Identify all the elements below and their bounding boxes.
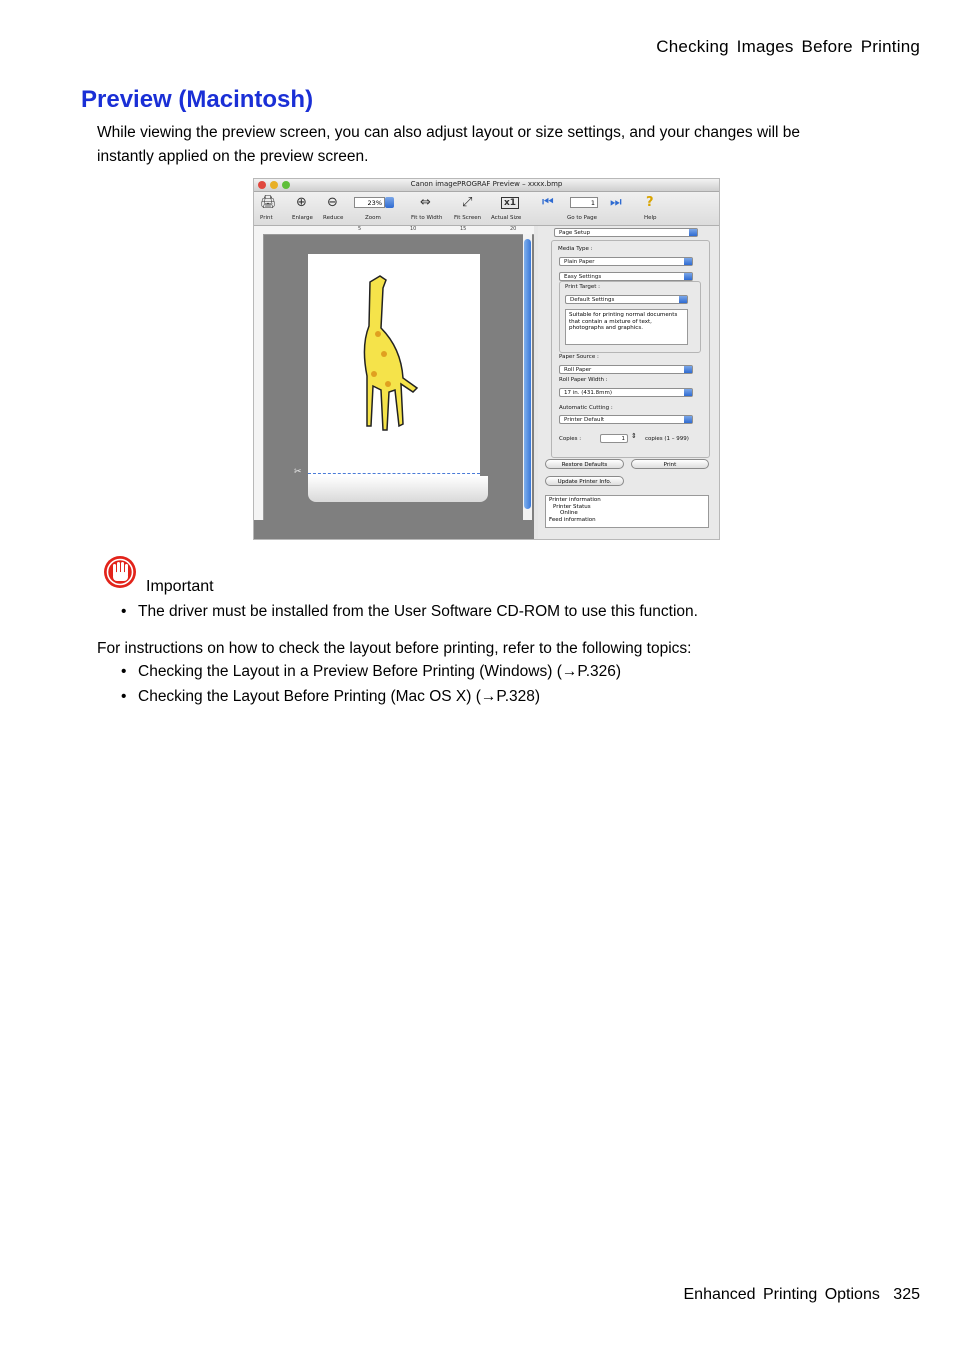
zoom-dropdown-icon[interactable] xyxy=(385,197,394,208)
update-printer-info-button[interactable]: Update Printer Info. xyxy=(545,476,624,486)
print-tool-label[interactable]: Print xyxy=(260,215,273,221)
help-icon[interactable]: ? xyxy=(646,195,654,210)
media-type-label: Media Type : xyxy=(558,246,593,252)
preview-toolbar xyxy=(254,192,719,226)
printer-icon[interactable]: 🖨 xyxy=(260,195,277,210)
important-stop-icon xyxy=(101,555,140,589)
important-item-text: The driver must be installed from the User Software CD-ROM to use this function. xyxy=(138,603,698,620)
scissors-icon: ✂ xyxy=(294,467,302,477)
print-target-value: Default Settings xyxy=(570,297,615,303)
easy-settings-value: Easy Settings xyxy=(564,274,602,280)
first-page-icon[interactable]: ⏮ xyxy=(542,195,554,210)
window-title: Canon imagePROGRAF Preview – xxxx.bmp xyxy=(410,180,563,188)
copies-field[interactable]: 1 xyxy=(600,434,628,443)
actual-size-label[interactable]: Actual Size xyxy=(491,215,522,221)
copies-stepper-icon[interactable]: ⇕ xyxy=(631,432,637,440)
fit-screen-icon[interactable]: ⤢ xyxy=(462,195,473,210)
cut-line xyxy=(308,473,480,474)
reduce-tool-label[interactable]: Reduce xyxy=(323,215,344,221)
easy-settings-select[interactable] xyxy=(559,272,693,281)
paper-source-label: Paper Source : xyxy=(559,354,599,360)
roll-width-value: 17 in. (431.8mm) xyxy=(564,390,613,396)
zoom-field[interactable]: 23% xyxy=(354,197,385,208)
ruler-tick-label: 5 xyxy=(358,226,362,232)
dropdown-arrow-icon xyxy=(684,273,692,280)
footer-section: Enhanced Printing Options xyxy=(683,1286,880,1303)
instructions-paragraph: For instructions on how to check the layout before printing, refer to the following topics: xyxy=(97,640,692,657)
last-page-icon[interactable]: ⏭ xyxy=(610,195,622,210)
page-setup-value: Page Setup xyxy=(559,230,591,236)
ruler-tick-label: 15 xyxy=(460,226,467,232)
goto-page-label: Go to Page xyxy=(567,215,597,221)
dropdown-arrow-icon xyxy=(679,296,687,303)
auto-cut-value: Printer Default xyxy=(564,417,605,423)
fit-width-label[interactable]: Fit to Width xyxy=(411,215,443,221)
auto-cut-select[interactable] xyxy=(559,415,693,424)
dropdown-arrow-icon xyxy=(684,258,692,265)
roll-paper-end xyxy=(308,476,488,502)
ruler-tick-label: 20 xyxy=(510,226,517,232)
enlarge-tool-label[interactable]: Enlarge xyxy=(292,215,313,221)
topic-link-windows[interactable]: Checking the Layout in a Preview Before Printing (Windows) (→P.326) xyxy=(138,663,622,680)
important-item xyxy=(121,603,861,621)
roll-width-select[interactable] xyxy=(559,388,693,397)
enlarge-icon[interactable]: ⊕ xyxy=(296,195,307,210)
fit-width-icon[interactable]: ⇔ xyxy=(420,195,431,210)
page-number-field[interactable]: 1 xyxy=(570,197,598,208)
media-type-value: Plain Paper xyxy=(564,259,595,265)
dropdown-arrow-icon xyxy=(684,416,692,423)
media-type-select[interactable] xyxy=(559,257,693,266)
intro-paragraph: While viewing the preview screen, you can also adjust layout or size settings, and your changes will be instantly applied on the preview screen. xyxy=(97,124,801,165)
print-target-description: Suitable for printing normal documents that contain a mixture of text, photographs and graphics. xyxy=(565,309,688,345)
topic-item xyxy=(121,663,861,681)
info-line: Printer Status xyxy=(553,503,591,510)
running-header: Checking Images Before Printing xyxy=(656,37,920,56)
vertical-ruler xyxy=(254,234,264,520)
page-footer xyxy=(684,1286,921,1304)
copies-range: copies (1 – 999) xyxy=(645,436,689,442)
info-line: Printer information xyxy=(549,497,601,503)
print-button[interactable]: Print xyxy=(631,459,709,469)
paper-source-value: Roll Paper xyxy=(564,367,592,373)
paper-source-select[interactable] xyxy=(559,365,693,374)
restore-defaults-button[interactable]: Restore Defaults xyxy=(545,459,624,469)
giraffe-image xyxy=(308,254,480,476)
horizontal-ruler xyxy=(254,226,534,235)
printer-info-box xyxy=(545,495,709,528)
zoom-tool-label: Zoom xyxy=(365,215,381,221)
actual-size-icon[interactable]: x1 xyxy=(501,197,519,209)
fit-screen-label[interactable]: Fit Screen xyxy=(454,215,482,221)
preview-window-screenshot xyxy=(253,178,720,540)
dropdown-arrow-icon xyxy=(684,366,692,373)
reduce-icon[interactable]: ⊖ xyxy=(327,195,338,210)
topic-link-mac[interactable]: Checking the Layout Before Printing (Mac OS X) (→P.328) xyxy=(138,688,541,705)
bullet-dot: • xyxy=(121,663,127,680)
copies-label: Copies : xyxy=(559,436,582,442)
roll-width-label: Roll Paper Width : xyxy=(559,377,608,383)
ruler-tick-label: 10 xyxy=(410,226,417,232)
page-setup-select[interactable] xyxy=(554,228,698,237)
auto-cut-label: Automatic Cutting : xyxy=(559,405,613,411)
help-label[interactable]: Help xyxy=(644,215,657,221)
info-line: Feed information xyxy=(549,516,596,523)
topic-item xyxy=(121,688,861,706)
info-line: Online xyxy=(560,510,578,516)
page-title: Preview (Macintosh) xyxy=(81,86,314,113)
preview-scroll-thumb[interactable] xyxy=(524,239,531,509)
print-target-select[interactable] xyxy=(565,295,688,304)
page-number: 325 xyxy=(893,1286,920,1303)
preview-page xyxy=(308,254,480,476)
important-label: Important xyxy=(146,578,214,595)
dropdown-arrow-icon xyxy=(689,229,697,236)
bullet-dot: • xyxy=(121,688,127,705)
window-titlebar xyxy=(254,179,719,192)
settings-panel xyxy=(538,226,719,540)
print-target-label: Print Target : xyxy=(565,284,601,290)
dropdown-arrow-icon xyxy=(684,389,692,396)
bullet-dot: • xyxy=(121,603,127,620)
